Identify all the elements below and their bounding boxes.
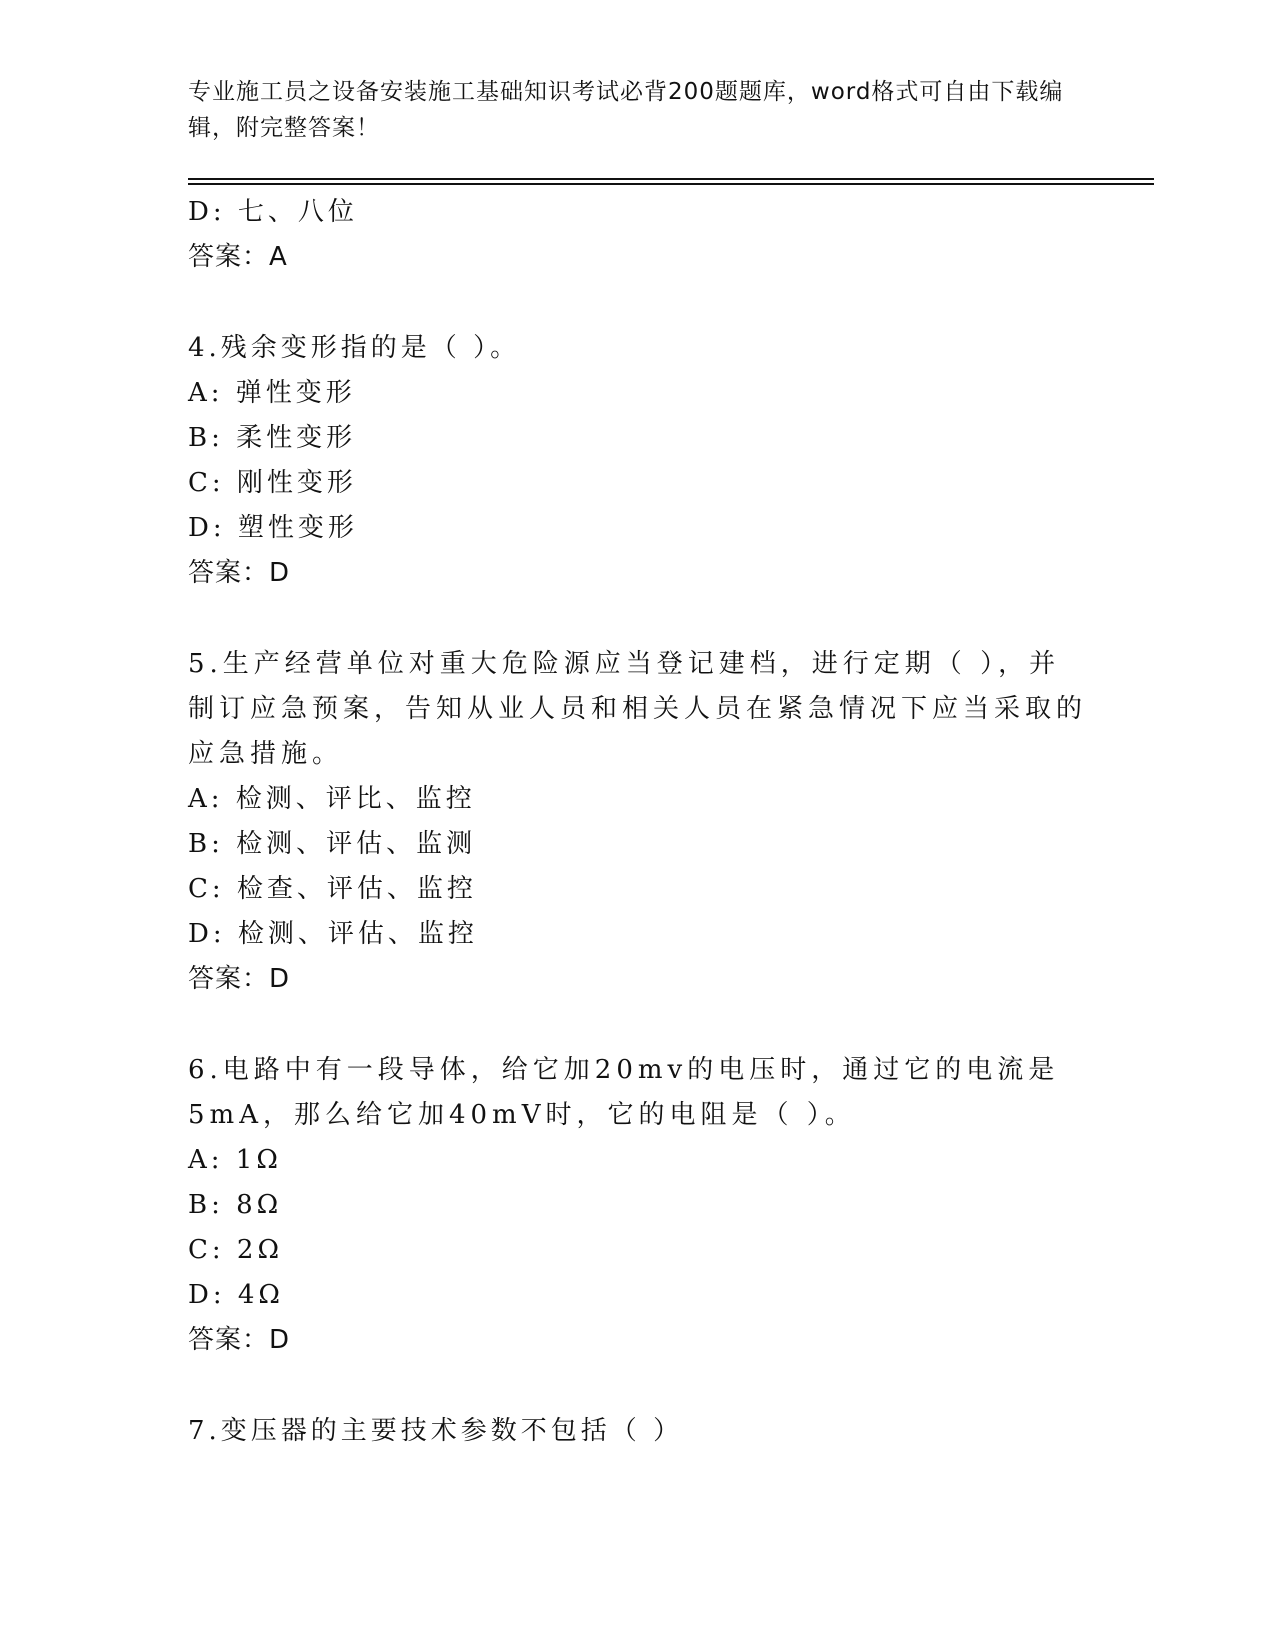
option-a: A: 检测、评比、监控	[188, 784, 476, 814]
question-text: 7.变压器的主要技术参数不包括（ ）	[188, 1416, 684, 1446]
question-list	[188, 190, 1088, 1454]
option-c: C: 刚性变形	[188, 468, 357, 498]
answer: 答案：D	[188, 1325, 291, 1355]
header-divider-bottom	[188, 183, 1154, 185]
header-divider-top	[188, 178, 1154, 180]
question-6	[188, 1048, 1088, 1363]
option-a: A: 1Ω	[188, 1145, 282, 1175]
option-c: C: 2Ω	[188, 1235, 284, 1265]
option-c: C: 检查、评估、监控	[188, 874, 477, 904]
answer: 答案：A	[188, 242, 288, 272]
option-d: D: 4Ω	[188, 1280, 284, 1310]
previous-question-tail	[188, 190, 1088, 280]
option-d: D: 七、八位	[188, 197, 358, 227]
answer: 答案：D	[188, 558, 291, 588]
option-d: D: 塑性变形	[188, 513, 358, 543]
question-text: 6.电路中有一段导体，给它加20mv的电压时，通过它的电流是5mA，那么给它加40mV时，它的电阻是（ ）。	[188, 1055, 1060, 1130]
option-b: B: 柔性变形	[188, 423, 357, 453]
option-d: D: 检测、评估、监控	[188, 919, 478, 949]
option-a: A: 弹性变形	[188, 378, 356, 408]
option-b: B: 检测、评估、监测	[188, 829, 477, 859]
question-5	[188, 642, 1088, 1002]
question-text: 5.生产经营单位对重大危险源应当登记建档，进行定期（ ），并制订应急预案，告知从业人员和相关人员在紧急情况下应当采取的应急措施。	[188, 649, 1088, 769]
question-4	[188, 326, 1088, 596]
option-b: B: 8Ω	[188, 1190, 283, 1220]
spacer	[188, 1363, 1088, 1409]
question-text: 4.残余变形指的是（ ）。	[188, 333, 521, 363]
answer: 答案：D	[188, 964, 291, 994]
document-header: 专业施工员之设备安装施工基础知识考试必背200题题库，word格式可自由下载编辑，附完整答案！	[188, 79, 1064, 141]
spacer	[188, 1002, 1088, 1048]
spacer	[188, 280, 1088, 326]
spacer	[188, 596, 1088, 642]
question-7	[188, 1409, 1088, 1454]
